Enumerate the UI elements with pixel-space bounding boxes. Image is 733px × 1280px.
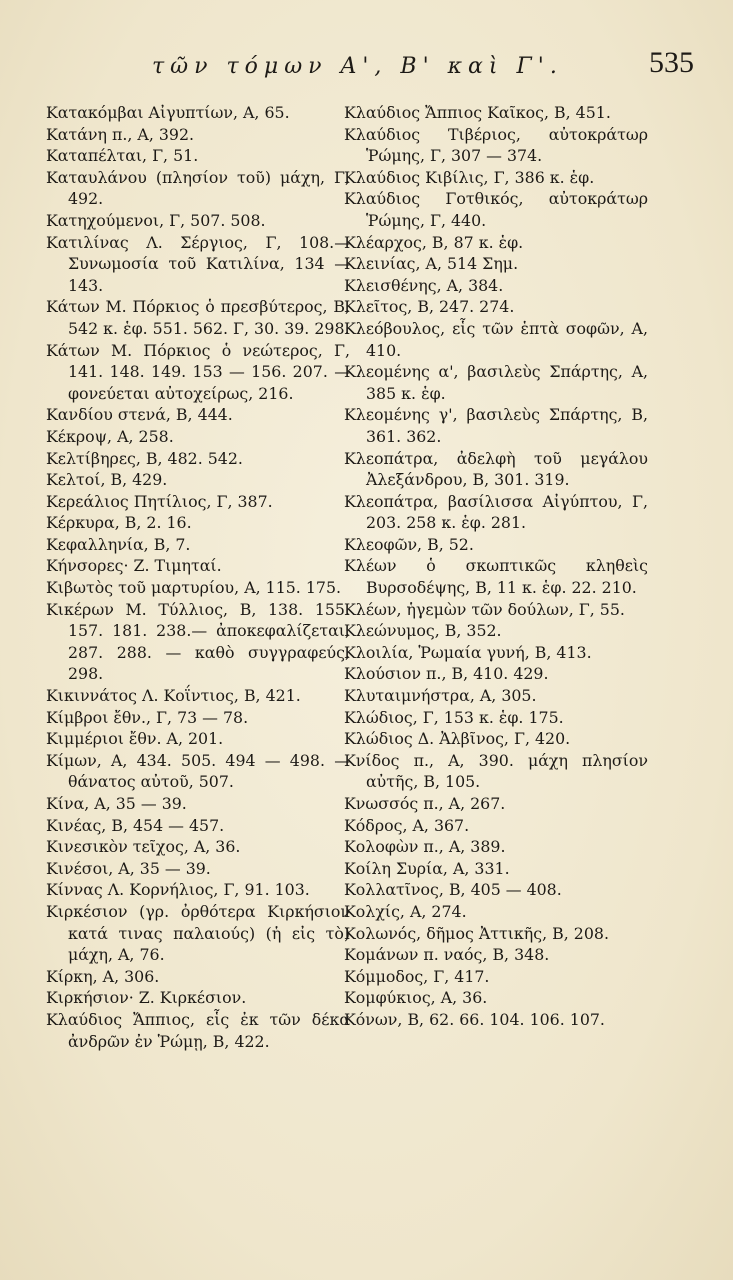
index-entry: Κλυταιμνήστρα, Α, 305. xyxy=(344,686,537,706)
index-entry: Κιρκέσιον (γρ. ὀρθότερα Κιρκήσιον κατά τινας παλαιούς) (ἡ εἰς τὸ) μάχη, Α, 76. xyxy=(46,901,350,965)
index-entry: Κλεοπάτρα, βασίλισσα Αἰγύπτου, Γ, 203. 258 κ. ἑφ. 281. xyxy=(344,491,648,533)
index-entry: Κελτοί, Β, 429. xyxy=(46,470,168,490)
index-entry: Κιρκήσιον· Ζ. Κιρκέσιον. xyxy=(46,988,247,1008)
index-entry: Κλεοφῶν, Β, 52. xyxy=(344,534,474,554)
index-entry: Κεφαλληνία, Β, 7. xyxy=(46,534,191,554)
index-entry: Κλεομένης γ', βασιλεὺς Σπάρτης, Β, 361. 362. xyxy=(344,405,648,446)
index-entry: Κλεόβουλος, εἷς τῶν ἑπτὰ σοφῶν, Α, 410. xyxy=(344,318,648,360)
index-entry: Κοίλη Συρία, Α, 331. xyxy=(344,858,510,878)
index-entry: Κομφύκιος, Α, 36. xyxy=(344,988,488,1008)
index-entry: Κίννας Λ. Κορνήλιος, Γ, 91. 103. xyxy=(46,880,310,900)
index-entry: Κολοφὼν π., Α, 389. xyxy=(344,837,506,857)
index-entry: Κόνων, Β, 62. 66. 104. 106. 107. xyxy=(344,1009,605,1029)
index-entry: Καταπέλται, Γ, 51. xyxy=(46,146,199,166)
index-column-left xyxy=(46,102,350,1052)
index-entry: Κατακόμβαι Αἰγυπτίων, Α, 65. xyxy=(46,103,290,122)
index-entry: Κλέαρχος, Β, 87 κ. ἑφ. xyxy=(344,232,524,252)
index-entry: Κλαύδιος Ἄππιος, εἷς ἐκ τῶν δέκα ἀνδρῶν ἐν Ῥώμῃ, Β, 422. xyxy=(46,1009,350,1051)
index-entry: Κάτων Μ. Πόρκιος ὁ νεώτερος, Γ, 141. 148. 149. 153 — 156. 207. — φονεύεται αὐτοχείρως, 216. xyxy=(46,340,350,403)
index-entry: Κατιλίνας Λ. Σέργιος, Γ, 108.— Συνωμοσία τοῦ Κατιλίνα, 134 — 143. xyxy=(46,232,350,295)
index-entry: Κλεῖτος, Β, 247. 274. xyxy=(344,297,515,317)
index-entry: Κικέρων Μ. Τύλλιος, Β, 138. 155. 157. 181. 238.— ἀποκεφαλίζεται, 287. 288. — καθὸ συγγραφεύς, 298. xyxy=(46,599,350,684)
index-entry: Κολχίς, Α, 274. xyxy=(344,901,467,921)
index-entry: Κλαύδιος Γοτθικός, αὐτοκράτωρ Ῥώμης, Γ, 440. xyxy=(344,189,648,230)
index-entry: Κλέων ὁ σκωπτικῶς κληθεὶς Βυρσοδέψης, Β, 11 κ. ἑφ. 22. 210. xyxy=(344,556,648,598)
index-entry: Κλεινίας, Α, 514 Σημ. xyxy=(344,254,519,274)
index-entry: Κίρκη, Α, 306. xyxy=(46,966,160,986)
index-entry: Κίμων, Α, 434. 505. 494 — 498. — θάνατος αὐτοῦ, 507. xyxy=(46,750,350,792)
index-entry: Κινέας, Β, 454 — 457. xyxy=(46,815,225,835)
index-entry: Καταυλάνου (πλησίον τοῦ) μάχη, Γ, 492. xyxy=(46,167,350,209)
index-entry: Κλούσιον π., Β, 410. 429. xyxy=(344,664,549,684)
index-entry: Κλαύδιος Τιβέριος, αὐτοκράτωρ Ῥώμης, Γ, 307 — 374. xyxy=(344,124,648,166)
index-entry: Κόμμοδος, Γ, 417. xyxy=(344,966,490,986)
index-entry: Κίμβροι ἔθν., Γ, 73 — 78. xyxy=(46,707,249,727)
index-entry: Κλώδιος, Γ, 153 κ. ἑφ. 175. xyxy=(344,707,564,727)
index-entry: Κέκροψ, Α, 258. xyxy=(46,426,174,446)
index-entry: Κομάνων π. ναός, Β, 348. xyxy=(344,945,550,965)
index-entry: Κνωσσός π., Α, 267. xyxy=(344,794,506,813)
index-entry: Κέρκυρα, Β, 2. 16. xyxy=(46,513,192,533)
index-entry: Κλεώνυμος, Β, 352. xyxy=(344,621,502,641)
index-entry: Κλαύδιος Ἄππιος Καῖκος, Β, 451. xyxy=(344,103,611,122)
index-entry: Κλώδιος Δ. Ἀλβῖνος, Γ, 420. xyxy=(344,729,571,749)
index-entry: Κατηχούμενοι, Γ, 507. 508. xyxy=(46,210,266,230)
index-entry: Κολλατῖνος, Β, 405 — 408. xyxy=(344,880,562,900)
index-entry: Κλέων, ἡγεμὼν τῶν δούλων, Γ, 55. xyxy=(344,599,625,619)
index-column-right xyxy=(344,102,648,1031)
running-title: τῶν τόμων Α', Β' καὶ Γ'. xyxy=(152,54,563,79)
index-entry: Κελτίβηρες, Β, 482. 542. xyxy=(46,448,243,468)
index-entry: Κιβωτὸς τοῦ μαρτυρίου, Α, 115. 175. xyxy=(46,578,342,598)
index-entry: Κλοιλία, Ῥωμαία γυνή, Β, 413. xyxy=(344,642,592,662)
index-entry: Κόδρος, Α, 367. xyxy=(344,815,470,835)
index-entry: Κολωνός, δῆμος Ἀττικῆς, Β, 208. xyxy=(344,923,609,943)
index-entry: Κλεομένης α', βασιλεὺς Σπάρτης, Α, 385 κ. ἑφ. xyxy=(344,362,648,403)
index-entry: Κήνσορες· Ζ. Τιμηταί. xyxy=(46,556,222,576)
index-entry: Κικιννάτος Λ. Κοΐντιος, Β, 421. xyxy=(46,686,301,706)
index-entry: Κνίδος π., Α, 390. μάχη πλησίον αὐτῆς, Β, 105. xyxy=(344,750,648,792)
index-entry: Κιμμέριοι ἔθν. Α, 201. xyxy=(46,729,224,749)
page-header xyxy=(40,46,700,86)
index-entry: Κινεσικὸν τεῖχος, Α, 36. xyxy=(46,837,241,857)
index-entry: Κλαύδιος Κιβίλις, Γ, 386 κ. ἑφ. xyxy=(344,167,595,187)
index-entry: Κίνα, Α, 35 — 39. xyxy=(46,794,187,813)
page-number: 535 xyxy=(649,46,694,79)
index-entry: Κλεοπάτρα, ἀδελφὴ τοῦ μεγάλου Ἀλεξάνδρου, Β, 301. 319. xyxy=(344,448,648,490)
index-entry: Κινέσοι, Α, 35 — 39. xyxy=(46,858,211,878)
index-entry: Κάτων Μ. Πόρκιος ὁ πρεσβύτερος, Β, 542 κ. ἑφ. 551. 562. Γ, 30. 39. 298. xyxy=(46,297,350,338)
index-entry: Κατάνη π., Α, 392. xyxy=(46,124,195,144)
index-entry: Κερεάλιος Πητίλιος, Γ, 387. xyxy=(46,491,273,511)
index-entry: Κλεισθένης, Α, 384. xyxy=(344,275,504,295)
index-entry: Κανδίου στενά, Β, 444. xyxy=(46,405,233,425)
